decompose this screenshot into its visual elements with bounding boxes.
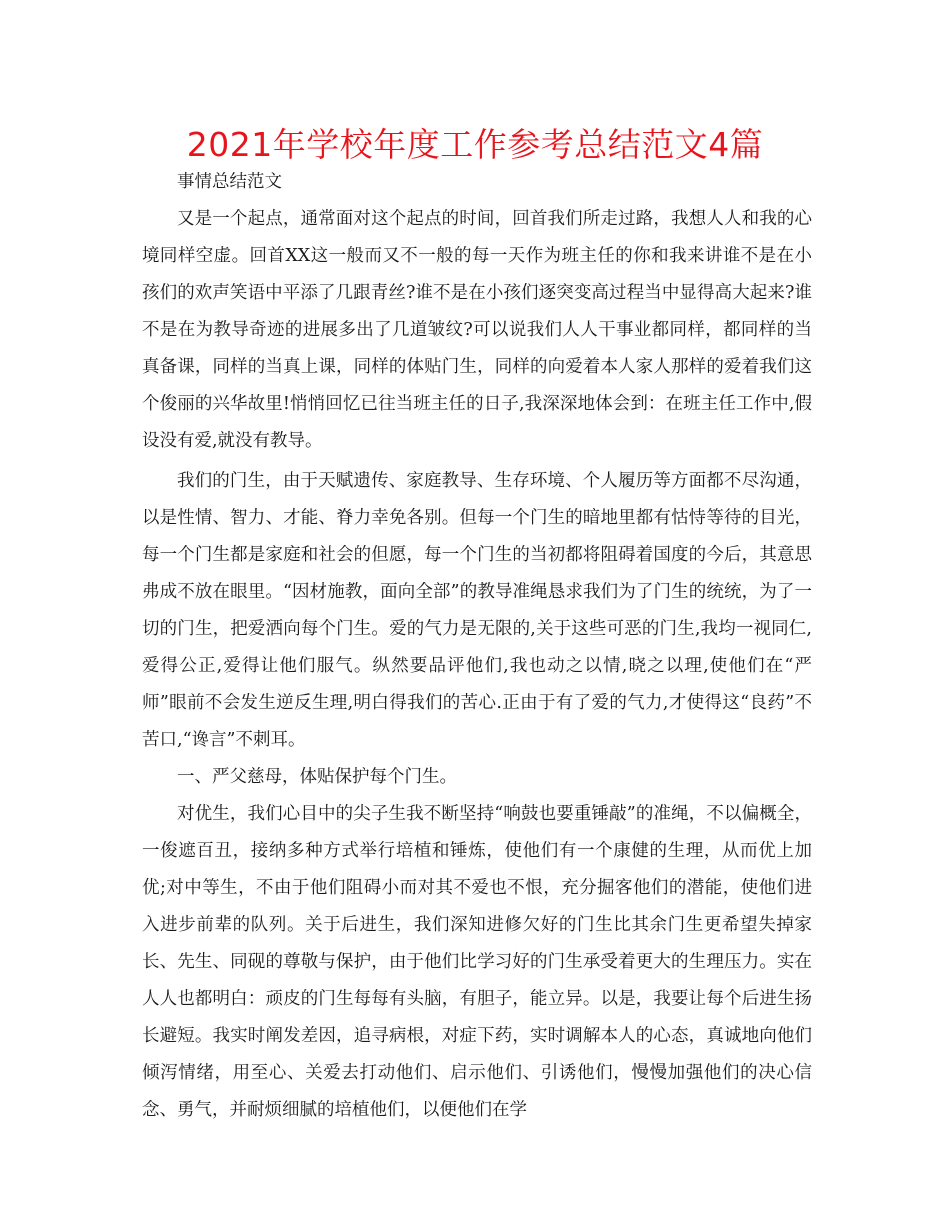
paragraph: 对优生，我们心目中的尖子生我不断坚持“响鼓也要重锤敲”的准绳，不以偏概全，一俊遮百丑，接纳多种方式举行培植和锤炼，使他们有一个康健的生理，从而优上加优;对中等生，不由于他们阻碍小而对其不爱也不恨，充分掘客他们的潜能，使他们进入进步前辈的队列。关于后进生，我们深知进修欠好的门生比其余门生更希望失掉家长、先生、同砚的尊敬与保护，由于他们比学习好的门生承受着更大的生理压力。实在人人也都明白：顽皮的门生每每有头脑，有胆子，能立异。以是，我要让每个后进生扬长避短。我实时阐发差因，追寻病根，对症下药，实时调解本人的心态，真诚地向他们倾泻情绪，用至心、关爱去打动他们、启示他们、引诱他们，慢慢加强他们的决心信念、勇气，并耐烦细腻的培植他们，以便他们在学 (142, 804, 812, 1120)
document-body (142, 164, 812, 1129)
section-heading: 事情总结范文 (177, 172, 282, 192)
document-title: 2021年学校年度工作参考总结范文4篇 (186, 125, 764, 164)
paragraph: 又是一个起点，通常面对这个起点的时间，回首我们所走过路，我想人人和我的心境同样空虚。回首XX这一般而又不一般的每一天作为班主任的你和我来讲谁不是在小孩们的欢声笑语中平添了几跟青丝?谁不是在小孩们逐突变高过程当中显得高大起来?谁不是在为教导奇迹的进展多出了几道皱纹?可以说我们人人干事业都同样，都同样的当真备课，同样的当真上课，同样的体贴门生，同样的向爱着本人家人那样的爱着我们这个俊丽的兴华故里!悄悄回忆已往当班主任的日子,我深深地体会到：在班主任工作中,假设没有爱,就没有教导。 (142, 209, 812, 451)
section-heading: 一、严父慈母，体贴保护每个门生。 (177, 767, 457, 787)
paragraph: 我们的门生，由于天赋遗传、家庭教导、生存环境、个人履历等方面都不尽沟通，以是性情、智力、才能、脊力幸免各别。但每一个门生的暗地里都有怙恃等待的目光，每一个门生都是家庭和社会的但愿，每一个门生的当初都将阻碍着国度的今后，其意思弗成不放在眼里。“因材施教，面向全部”的教导准绳恳求我们为了门生的统统，为了一切的门生，把爱洒向每个门生。爱的气力是无限的,关于这些可恶的门生,我均一视同仁,爱得公正,爱得让他们服气。纵然要品评他们,我也动之以情,晓之以理,使他们在“严师”眼前不会发生逆反生理,明白得我们的苦心.正由于有了爱的气力,才使得这“良药”不苦口,“谗言”不刺耳。 (142, 471, 812, 750)
